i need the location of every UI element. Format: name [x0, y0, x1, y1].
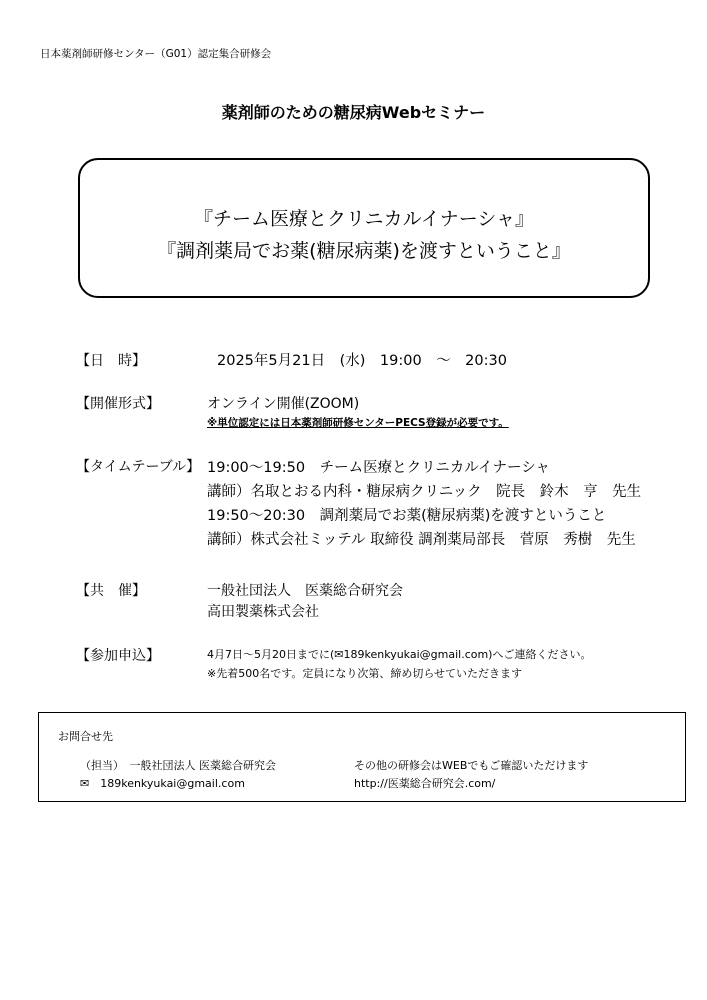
- certification-line: 日本薬剤師研修センター（G01）認定集合研修会: [40, 48, 272, 60]
- subtitle-line-1: 『チーム医療とクリニカルイナーシャ』: [194, 208, 534, 230]
- session-1-topic: 19:00～19:50 チーム医療とクリニカルイナーシャ: [207, 460, 550, 476]
- application-line-2: ※先着500名です。定員になり次第、締め切らせていただきます: [207, 667, 523, 680]
- pecs-notice: ※単位認定には日本薬剤師研修センターPECS登録が必要です。: [207, 417, 509, 429]
- contact-other-info: その他の研修会はWEBでもご確認いただけます: [354, 759, 589, 772]
- contact-person: （担当） 一般社団法人 医薬総合研究会: [80, 759, 276, 772]
- application-line-1: 4月7日～5月20日までに(✉189kenkyukai@gmail.com)へご連絡ください。: [207, 648, 592, 661]
- organizers-label: 【共 催】: [76, 583, 146, 599]
- organizer-1: 一般社団法人 医薬総合研究会: [207, 583, 403, 599]
- application-label: 【参加申込】: [76, 648, 160, 664]
- datetime-value: 2025年5月21日 (水) 19:00 ～ 20:30: [217, 353, 507, 369]
- datetime-label: 【日 時】: [76, 353, 146, 369]
- organizer-2: 高田製薬株式会社: [207, 604, 319, 620]
- timetable-label: 【タイムテーブル】: [76, 459, 201, 475]
- contact-email: ✉ 189kenkyukai@gmail.com: [80, 777, 245, 790]
- session-2-speaker: 講師）株式会社ミッテル 取締役 調剤薬局部長 菅原 秀樹 先生: [207, 532, 636, 548]
- subtitle-line-2: 『調剤薬局でお薬(糖尿病薬)を渡すということ』: [157, 240, 571, 262]
- contact-url: http://医薬総合研究会.com/: [354, 777, 496, 790]
- format-value: オンライン開催(ZOOM): [207, 396, 360, 412]
- session-2-topic: 19:50～20:30 調剤薬局でお薬(糖尿病薬)を渡すということ: [207, 508, 607, 524]
- format-label: 【開催形式】: [76, 396, 160, 412]
- session-1-speaker: 講師）名取とおる内科・糖尿病クリニック 院長 鈴木 亨 先生: [207, 484, 642, 500]
- contact-heading: お問合せ先: [58, 730, 113, 743]
- seminar-title: 薬剤師のための糖尿病Webセミナー: [221, 103, 486, 122]
